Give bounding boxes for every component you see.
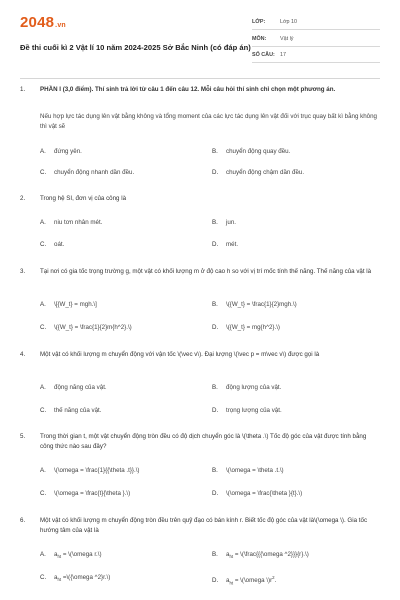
question-number: 2. [20, 195, 26, 202]
option-a[interactable]: A. \[{W_t} = mgh.\] [40, 301, 97, 308]
option-b[interactable]: B. động lượng của vật. [212, 384, 282, 391]
meta-key: SỐ CÂU: [252, 51, 275, 58]
option-b[interactable]: B. \(\omega = \theta .t.\) [212, 467, 284, 474]
question-text: Trong hệ SI, đơn vị của công là [40, 195, 127, 202]
option-a[interactable]: A. niu tơn nhân mét. [40, 219, 103, 226]
meta-table [252, 14, 380, 63]
question-number: 3. [20, 268, 26, 275]
option-a[interactable]: A. động năng của vật. [40, 384, 107, 391]
option-c[interactable]: C. thế năng của vật. [40, 407, 102, 414]
question-text: Một vật có khối lượng m chuyển động tròn đều trên quỹ đạo có bán kính r. Biết tốc độ góc của vật là\(\omega \). Gia tốc hướng tâm của vật là [40, 517, 368, 534]
option-b[interactable]: B. \({W_t} = \frac{1}{2}mgh.\) [212, 301, 297, 308]
document-header [20, 14, 380, 74]
question-number: 1. [20, 86, 26, 93]
meta-row-count [252, 47, 380, 63]
option-b[interactable]: B. jun. [212, 219, 236, 226]
option-d[interactable]: D. $a_{ht}$ = \(\omega $\backslash)r^2$. [212, 575, 277, 586]
option-a[interactable]: A. \(\omega = \frac{1}{{\theta .t}}.\) [40, 467, 140, 474]
question-stem: Nếu hợp lực tác dụng lên vật bằng không và tổng moment của các lực tác dụng lên vật đối với trục quay bất kì bằng không thì vật sẽ [40, 113, 377, 130]
option-d[interactable]: D. chuyển động chậm dần đều. [212, 169, 305, 176]
option-d[interactable]: D. mét. [212, 241, 239, 248]
option-d[interactable]: D. \({W_t} = mg{h^2}.\) [212, 324, 280, 331]
option-c[interactable]: C. \({W_t} = \frac{1}{2}m{h^2}.\) [40, 324, 132, 331]
meta-value: Vật lý [280, 35, 294, 42]
option-c[interactable]: C. chuyển động nhanh dần đều. [40, 169, 135, 176]
meta-value: 17 [280, 51, 286, 58]
question-number: 4. [20, 351, 26, 358]
meta-row-subject [252, 31, 380, 47]
question-number: 5. [20, 433, 26, 440]
meta-key: LỚP: [252, 18, 266, 25]
option-a[interactable]: A. $a_{ht}$ = \(\omega r.\) [40, 551, 102, 560]
question-text: Tại nơi có gia tốc trọng trường g, một vật có khối lượng m ở độ cao h so với vị trí mốc tính thế năng. Thế năng của vật là [40, 268, 372, 275]
option-c[interactable]: C. oát. [40, 241, 65, 248]
option-c[interactable]: C. \(\omega = \frac{t}{\theta }.\) [40, 490, 131, 497]
option-d[interactable]: D. \(\omega = \frac{\theta }{t}.\) [212, 490, 303, 497]
question-text: Trong thời gian t, một vật chuyển động tròn đều có độ dịch chuyển góc là \(\theta .\) Tốc độ góc của vật được tính bằng công thức nào sau đây? [40, 433, 367, 450]
meta-row-class [252, 14, 380, 30]
logo-text: 2048 [20, 14, 55, 31]
meta-value: Lớp 10 [280, 18, 298, 25]
option-b[interactable]: B. $a_{ht}$ = \(\frac{{{\omega ^2}}}{r}.\) [212, 551, 309, 560]
site-logo[interactable] [20, 14, 66, 31]
question-text: PHẦN I (3,0 điểm). Thí sinh trả lời từ câu 1 đến câu 12. Mỗi câu hỏi thí sinh chỉ chọn một phương án. [40, 86, 336, 93]
question-text: Một vật có khối lượng m chuyển động với vận tốc \(\vec v\). Đại lượng \(\vec p = m\vec v\) được gọi là [40, 351, 320, 358]
option-d[interactable]: D. trọng lượng của vật. [212, 407, 282, 414]
question-number: 6. [20, 517, 26, 524]
option-b[interactable]: B. chuyển động quay đều. [212, 148, 291, 155]
meta-key: MÔN: [252, 35, 267, 42]
logo-suffix: .vn [55, 22, 66, 29]
option-a[interactable]: A. đứng yên. [40, 148, 82, 155]
option-c[interactable]: C. $a_{ht}$ =\({\omega ^2}r.\) [40, 574, 111, 583]
document-title: Đề thi cuối kì 2 Vật lí 10 năm 2024-2025 Sở Bắc Ninh (có đáp án) [20, 43, 251, 52]
header-divider [20, 78, 380, 79]
